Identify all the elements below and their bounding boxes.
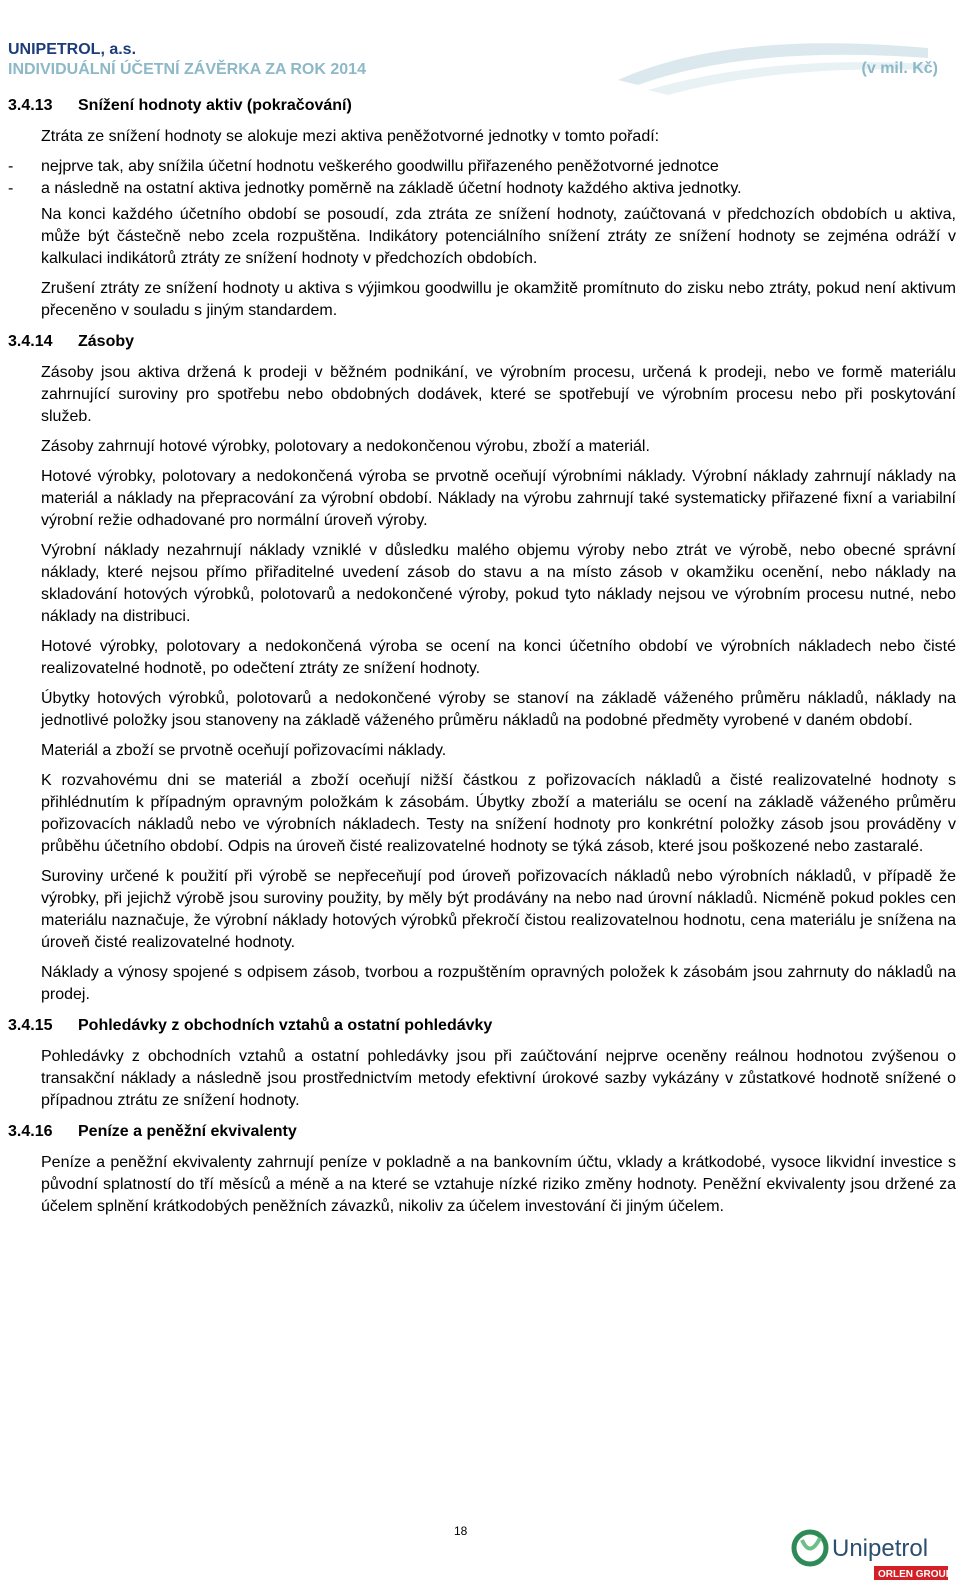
- paragraph: Hotové výrobky, polotovary a nedokončená výroba se prvotně oceňují výrobními náklady. Výrobní náklady zahrnují náklady na materiál a náklady na přepracování za výrobní období. Náklady na výrobu zahrnují také systematicky přiřazené fixní a variabilní výrobní režie odhadované pro normální úroveň výroby.: [41, 468, 956, 529]
- paragraph: K rozvahovému dni se materiál a zboží oceňují nižší částkou z pořizovacích nákladů a čisté realizovatelné hodnoty s přihlédnutím k případným opravným položkám k zásobám. Úbytky zboží a materiálu se ocení na základě váženého průměru pořizovacích nákladů nebo ve výrobních nákladech. Testy na snížení hodnoty pro konkrétní položky zásob jsou prováděny v průběhu účetního období. Odpis na úroveň čisté realizovatelné hodnoty se týká zásob, které jsou poškozené nebo zastaralé.: [41, 772, 956, 855]
- bullet-list: [8, 156, 956, 200]
- report-title: INDIVIDUÁLNÍ ÚČETNÍ ZÁVĚRKA ZA ROK 2014: [8, 61, 366, 78]
- paragraph: Pohledávky z obchodních vztahů a ostatní pohledávky jsou při zaúčtování nejprve oceněny reálnou hodnotou zvýšenou o transakční náklady a následně jsou prostřednictvím metody efektivní úrokové sazby vykázány v zůstatkové hodnotě snížené o případnou ztrátu ze snížení hodnoty.: [41, 1048, 956, 1109]
- paragraph: Materiál a zboží se prvotně oceňují pořizovacími náklady.: [41, 742, 447, 759]
- unipetrol-logo: [790, 1518, 950, 1588]
- paragraph: Zrušení ztráty ze snížení hodnoty u aktiva s výjimkou goodwillu je okamžitě promítnuto do zisku nebo ztráty, pokud není aktivum přeceněno v souladu s jiným standardem.: [41, 280, 956, 319]
- logo-graphic: [790, 1518, 950, 1588]
- list-item: - nejprve tak, aby snížila účetní hodnotu veškerého goodwillu přiřazeného peněžotvorné jednotce: [8, 156, 956, 178]
- section-impairment: [8, 94, 956, 322]
- page-number: 18: [454, 1524, 468, 1538]
- currency-unit: (v mil. Kč): [861, 60, 938, 77]
- paragraph: Úbytky hotových výrobků, polotovarů a nedokončené výroby se stanoví na základě váženého průměru nákladů, náklady na jednotlivé položky jsou stanoveny na základě váženého průměru nákladů na podobné předměty vyrobené v daném období.: [41, 690, 956, 729]
- paragraph: Peníze a peněžní ekvivalenty zahrnují peníze v pokladně a na bankovním účtu, vklady a krátkodobé, vysoce likvidní investice s původní splatností do tří měsíců a méně a na které se vztahuje nízké riziko změny hodnoty. Peněžní ekvivalenty jsou držené za účelem splnění krátkodobých peněžních závazků, nikoliv za účelem investování či jiným účelem.: [41, 1154, 956, 1215]
- section-heading: [8, 94, 956, 118]
- paragraph: Suroviny určené k použití při výrobě se nepřeceňují pod úroveň pořizovacích nákladů nebo výrobních nákladů, v případě že výrobky, při jejichž výrobě jsou suroviny použity, by měly být prodávány na nebo nad úrovní nákladů. Nicméně pokud pokles cen materiálu naznačuje, že výrobní náklady hotových výrobků překročí čistou realizovatelnou hodnotu, cena materiálu je snížena na úroveň čisté realizovatelné hodnoty.: [41, 868, 956, 951]
- paragraph: Hotové výrobky, polotovary a nedokončená výroba se ocení na konci účetního období ve výrobních nákladech nebo čisté realizovatelné hodnotě, po odečtení ztráty ze snížení hodnoty.: [41, 638, 956, 677]
- logo-text: Unipetrol: [832, 1535, 929, 1562]
- section-heading: [8, 1014, 956, 1038]
- paragraph: Výrobní náklady nezahrnují náklady vzniklé v důsledku malého objemu výroby nebo ztrát ve výrobě, nebo obecné správní náklady, které nejsou přímo přiřaditelné uvedení zásob do stavu a na místo zásob v okamžiku ocenění, nebo náklady na skladování hotových výrobků, polotovarů a nedokončené výroby, pokud tyto náklady nejsou ve výrobním procesu nutné, nebo náklady na distribuci.: [41, 542, 956, 625]
- paragraph: Zásoby jsou aktiva držená k prodeji v běžném podnikání, ve výrobním procesu, určená k prodeji, nebo ve formě materiálu zahrnující suroviny pro spotřebu nebo obdobných dodávek, které se spotřebují ve výrobním procesu nebo při poskytování služeb.: [41, 364, 956, 425]
- section-heading: [8, 1120, 956, 1144]
- list-item: - a následně na ostatní aktiva jednotky poměrně na základě účetní hodnoty každého aktiva jednotky.: [8, 178, 956, 200]
- section-number: 3.4.13: [8, 97, 53, 114]
- document-body: [8, 94, 956, 1226]
- section-receivables: [8, 1014, 956, 1112]
- section-title: Snížení hodnoty aktiv (pokračování): [78, 97, 352, 114]
- section-number: 3.4.14: [8, 333, 53, 350]
- section-cash: [8, 1120, 956, 1218]
- logo-subtext: ORLEN GROUP: [878, 1569, 950, 1580]
- company-name: UNIPETROL, a.s.: [8, 41, 137, 58]
- section-number: 3.4.15: [8, 1017, 53, 1034]
- section-title: Zásoby: [78, 333, 135, 350]
- paragraph: Náklady a výnosy spojené s odpisem zásob, tvorbou a rozpuštěním opravných položek k zásobám jsou zahrnuty do nákladů na prodej.: [41, 964, 956, 1003]
- section-inventory: [8, 330, 956, 1006]
- paragraph: Zásoby zahrnují hotové výrobky, polotovary a nedokončenou výrobu, zboží a materiál.: [41, 438, 650, 455]
- section-title: Peníze a peněžní ekvivalenty: [78, 1123, 297, 1140]
- paragraph: Na konci každého účetního období se posoudí, zda ztráta ze snížení hodnoty, zaúčtovaná v předchozích obdobích u aktiva, může být částečně nebo zcela rozpuštěna. Indikátory potenciálního snížení ztráty ze snížení hodnoty se zejména odráží v kalkulaci indikátorů ztráty ze snížení hodnoty v předchozích obdobích.: [41, 206, 956, 267]
- section-heading: [8, 330, 956, 354]
- page-header: [8, 40, 938, 80]
- section-number: 3.4.16: [8, 1123, 53, 1140]
- list-item-text: nejprve tak, aby snížila účetní hodnotu veškerého goodwillu přiřazeného peněžotvorné jednotce: [41, 158, 719, 175]
- section-title: Pohledávky z obchodních vztahů a ostatní pohledávky: [78, 1017, 493, 1034]
- list-item-text: a následně na ostatní aktiva jednotky poměrně na základě účetní hodnoty každého aktiva jednotky.: [41, 180, 742, 197]
- paragraph: Ztráta ze snížení hodnoty se alokuje mezi aktiva peněžotvorné jednotky v tomto pořadí:: [41, 128, 660, 145]
